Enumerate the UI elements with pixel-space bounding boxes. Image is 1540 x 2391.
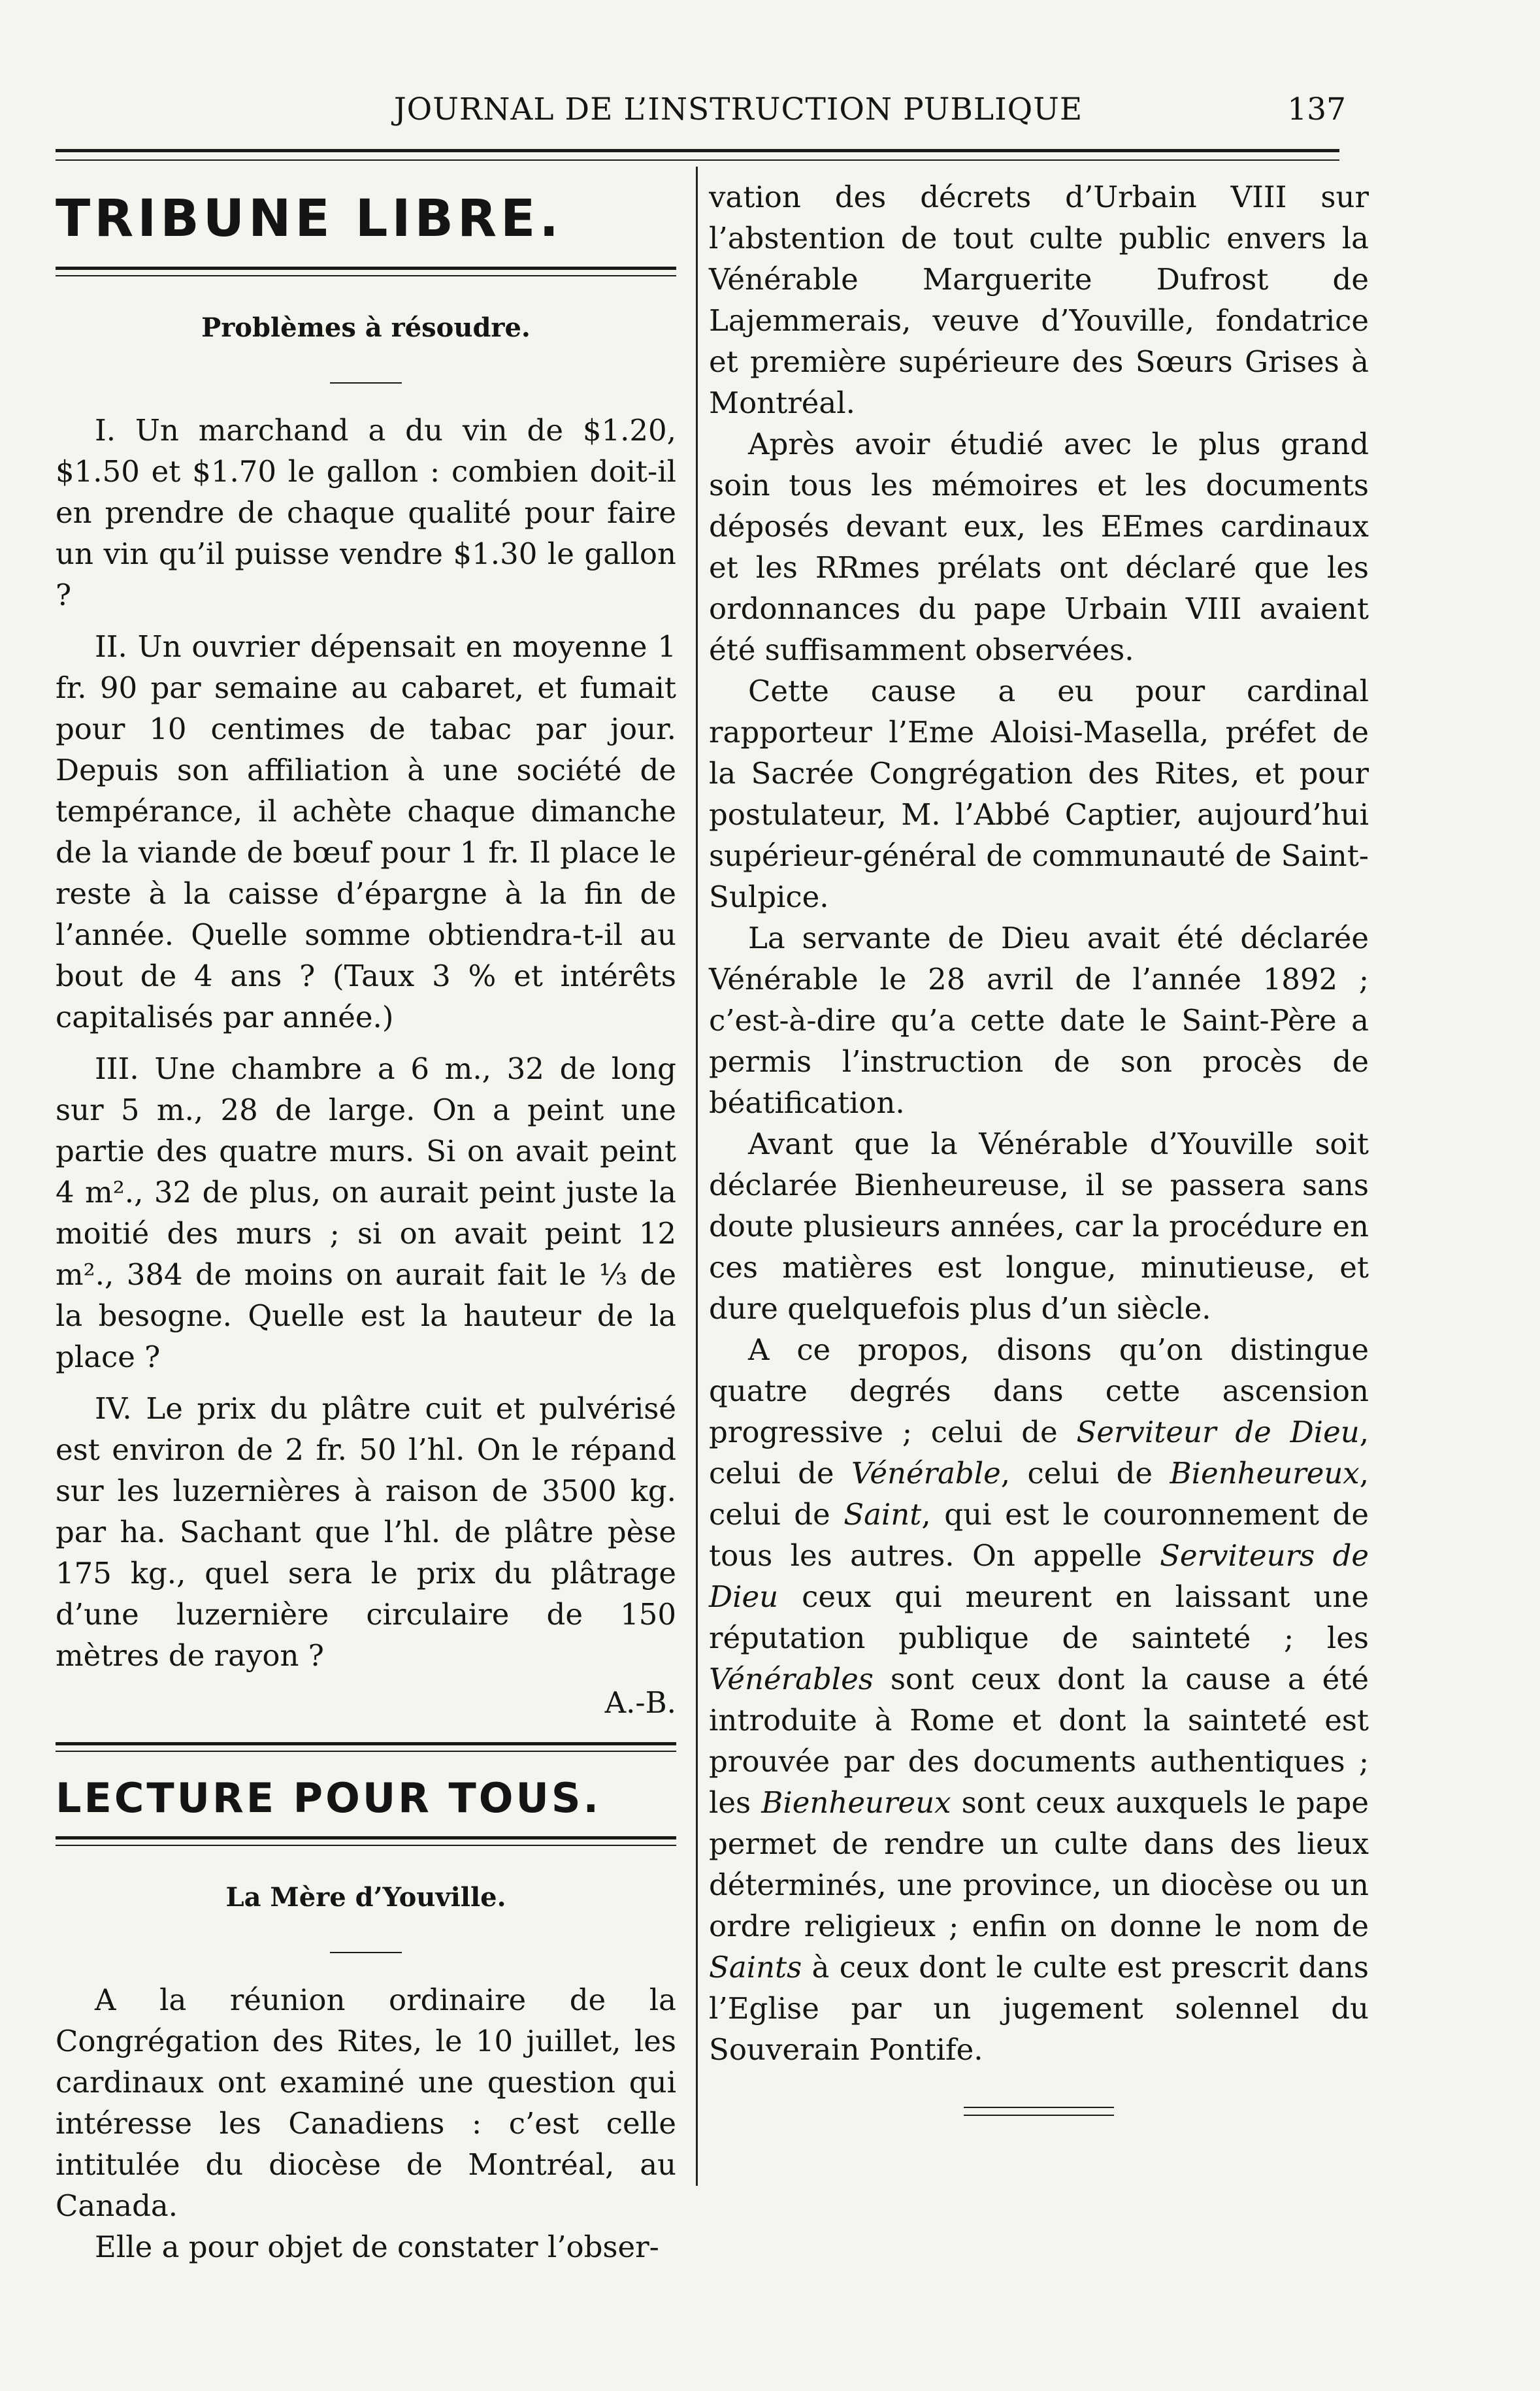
- problem-1: I. Un marchand a du vin de $1.20, $1.50 et $1.70 le gallon : combien doit-il en prendre de chaque qualité pour faire un vin qu’il puisse vendre $1.30 le gallon ?: [56, 413, 676, 612]
- lecture-subheading: La Mère d’Youville.: [225, 1882, 506, 1913]
- problem-2: II. Un ouvrier dépensait en moyenne 1 fr. 90 par semaine au cabaret, et fumait pour 10 centimes de tabac par jour. Depuis son affiliation à une société de tempérance, il achète chaque dimanche de la viande de bœuf pour 1 fr. Il place le reste à la caisse d’épargne à la fin de l’année. Quelle somme obtiendra-t-il au bout de 4 ans ? (Taux 3 % et intérêts capitalisés par année.): [56, 629, 676, 1034]
- paragraph: Cette cause a eu pour cardinal rapporteur l’Eme Aloisi-Masella, préfet de la Sacrée Congrégation des Rites, et pour postulateur, M. l’Abbé Captier, aujourd’hui supérieur-général de communauté de Saint-Sulpice.: [709, 674, 1369, 914]
- paragraph-degrees: A ce propos, disons qu’on distingue quatre degrés dans cette ascension progressive ; celui de Serviteur de Dieu, celui de Vénérable, celui de Bienheureux, celui de Saint, qui est le couronnement de tous les autres. On appelle Serviteurs de Dieu ceux qui meurent en laissant une réputation publique de sainteté ; les Vénérables sont ceux dont la cause a été introduite à Rome et dont la sainteté est prouvée par des documents authentiques ; les Bienheureux sont ceux auxquels le pape permet de rendre un culte dans des lieux déterminés, une province, un diocèse ou un ordre religieux ; enfin on donne le nom de Saints à ceux dont le culte est prescrit dans l’Eglise par un jugement solennel du Souverain Pontife.: [709, 1332, 1369, 2067]
- lecture-rule-top: [56, 1742, 676, 1745]
- running-header: [105, 91, 1346, 137]
- page-number: 137: [1287, 91, 1346, 127]
- signature: A.-B.: [604, 1685, 676, 1720]
- term: Vénérable: [851, 1456, 1001, 1491]
- paragraph: Avant que la Vénérable d’Youville soit déclarée Bienheureuse, il se passera sans doute plusieurs années, car la procédure en ces matières est longue, minutieuse, et dure quelquefois plus d’un siècle.: [709, 1127, 1369, 1326]
- lecture-paragraph: A la réunion ordinaire de la Congrégation des Rites, le 10 juillet, les cardinaux ont examiné une question qui intéresse les Canadiens : c’est celle intitulée du diocèse de Montréal, au Canada.: [56, 1983, 676, 2223]
- lecture-rule: [56, 1836, 676, 1839]
- lecture-heading: LECTURE POUR TOUS.: [56, 1774, 602, 1822]
- short-rule: [330, 382, 402, 384]
- term: Vénérables: [709, 1662, 874, 1696]
- term: Serviteur de Dieu: [1076, 1415, 1360, 1449]
- left-column: [56, 176, 676, 2267]
- problems-subheading: Problèmes à résoudre.: [201, 312, 531, 343]
- journal-title: JOURNAL DE L’INSTRUCTION PUBLIQUE: [393, 91, 1083, 127]
- term: Bienheureux: [1170, 1456, 1360, 1491]
- term: Serviteurs de Dieu: [709, 1538, 1369, 1614]
- right-column: [709, 176, 1369, 2116]
- lecture-paragraph: Elle a pour objet de constater l’obser-: [95, 2230, 659, 2264]
- term: Saints: [709, 1950, 802, 1985]
- tribune-rule-thin: [56, 275, 676, 276]
- short-rule: [330, 1952, 402, 1953]
- term: Saint: [844, 1497, 922, 1532]
- paragraph: Après avoir étudié avec le plus grand soin tous les mémoires et les documents déposés devant eux, les EEmes cardinaux et les RRmes prélats ont déclaré que les ordonnances du pape Urbain VIII avaient été suffisamment observées.: [709, 427, 1369, 667]
- end-rule: [964, 2115, 1114, 2116]
- lecture-rule-thin: [56, 1845, 676, 1846]
- header-rule-thin: [56, 159, 1339, 161]
- header-rule: [56, 149, 1339, 152]
- lecture-rule-top-thin: [56, 1751, 676, 1752]
- problem-4: IV. Le prix du plâtre cuit et pulvérisé est environ de 2 fr. 50 l’hl. On le répand sur les luzernières à raison de 3500 kg. par ha. Sachant que l’hl. de plâtre pèse 175 kg., quel sera le prix du plâtrage d’une luzernière circulaire de 150 mètres de rayon ?: [56, 1391, 676, 1673]
- paragraph: La servante de Dieu avait été déclarée Vénérable le 28 avril de l’année 1892 ; c’est-à-dire qu’a cette date le Saint-Père a permis l’instruction de son procès de béatification.: [709, 921, 1369, 1120]
- term: Bienheureux: [761, 1785, 951, 1820]
- paragraph-continued: vation des décrets d’Urbain VIII sur l’abstention de tout culte public envers la Vénérable Marguerite Dufrost de Lajemmerais, veuve d’Youville, fondatrice et première supérieure des Sœurs Grises à Montréal.: [709, 180, 1369, 420]
- column-divider: [696, 167, 698, 2186]
- tribune-heading: TRIBUNE LIBRE.: [56, 190, 563, 248]
- problem-3: III. Une chambre a 6 m., 32 de long sur 5 m., 28 de large. On a peint une partie des quatre murs. Si on avait peint 4 m²., 32 de plus, on aurait peint juste la moitié des murs ; si on avait peint 12 m²., 384 de moins on aurait fait le ⅓ de la besogne. Quelle est la hauteur de la place ?: [56, 1051, 676, 1374]
- tribune-rule: [56, 267, 676, 270]
- end-rule: [964, 2107, 1114, 2108]
